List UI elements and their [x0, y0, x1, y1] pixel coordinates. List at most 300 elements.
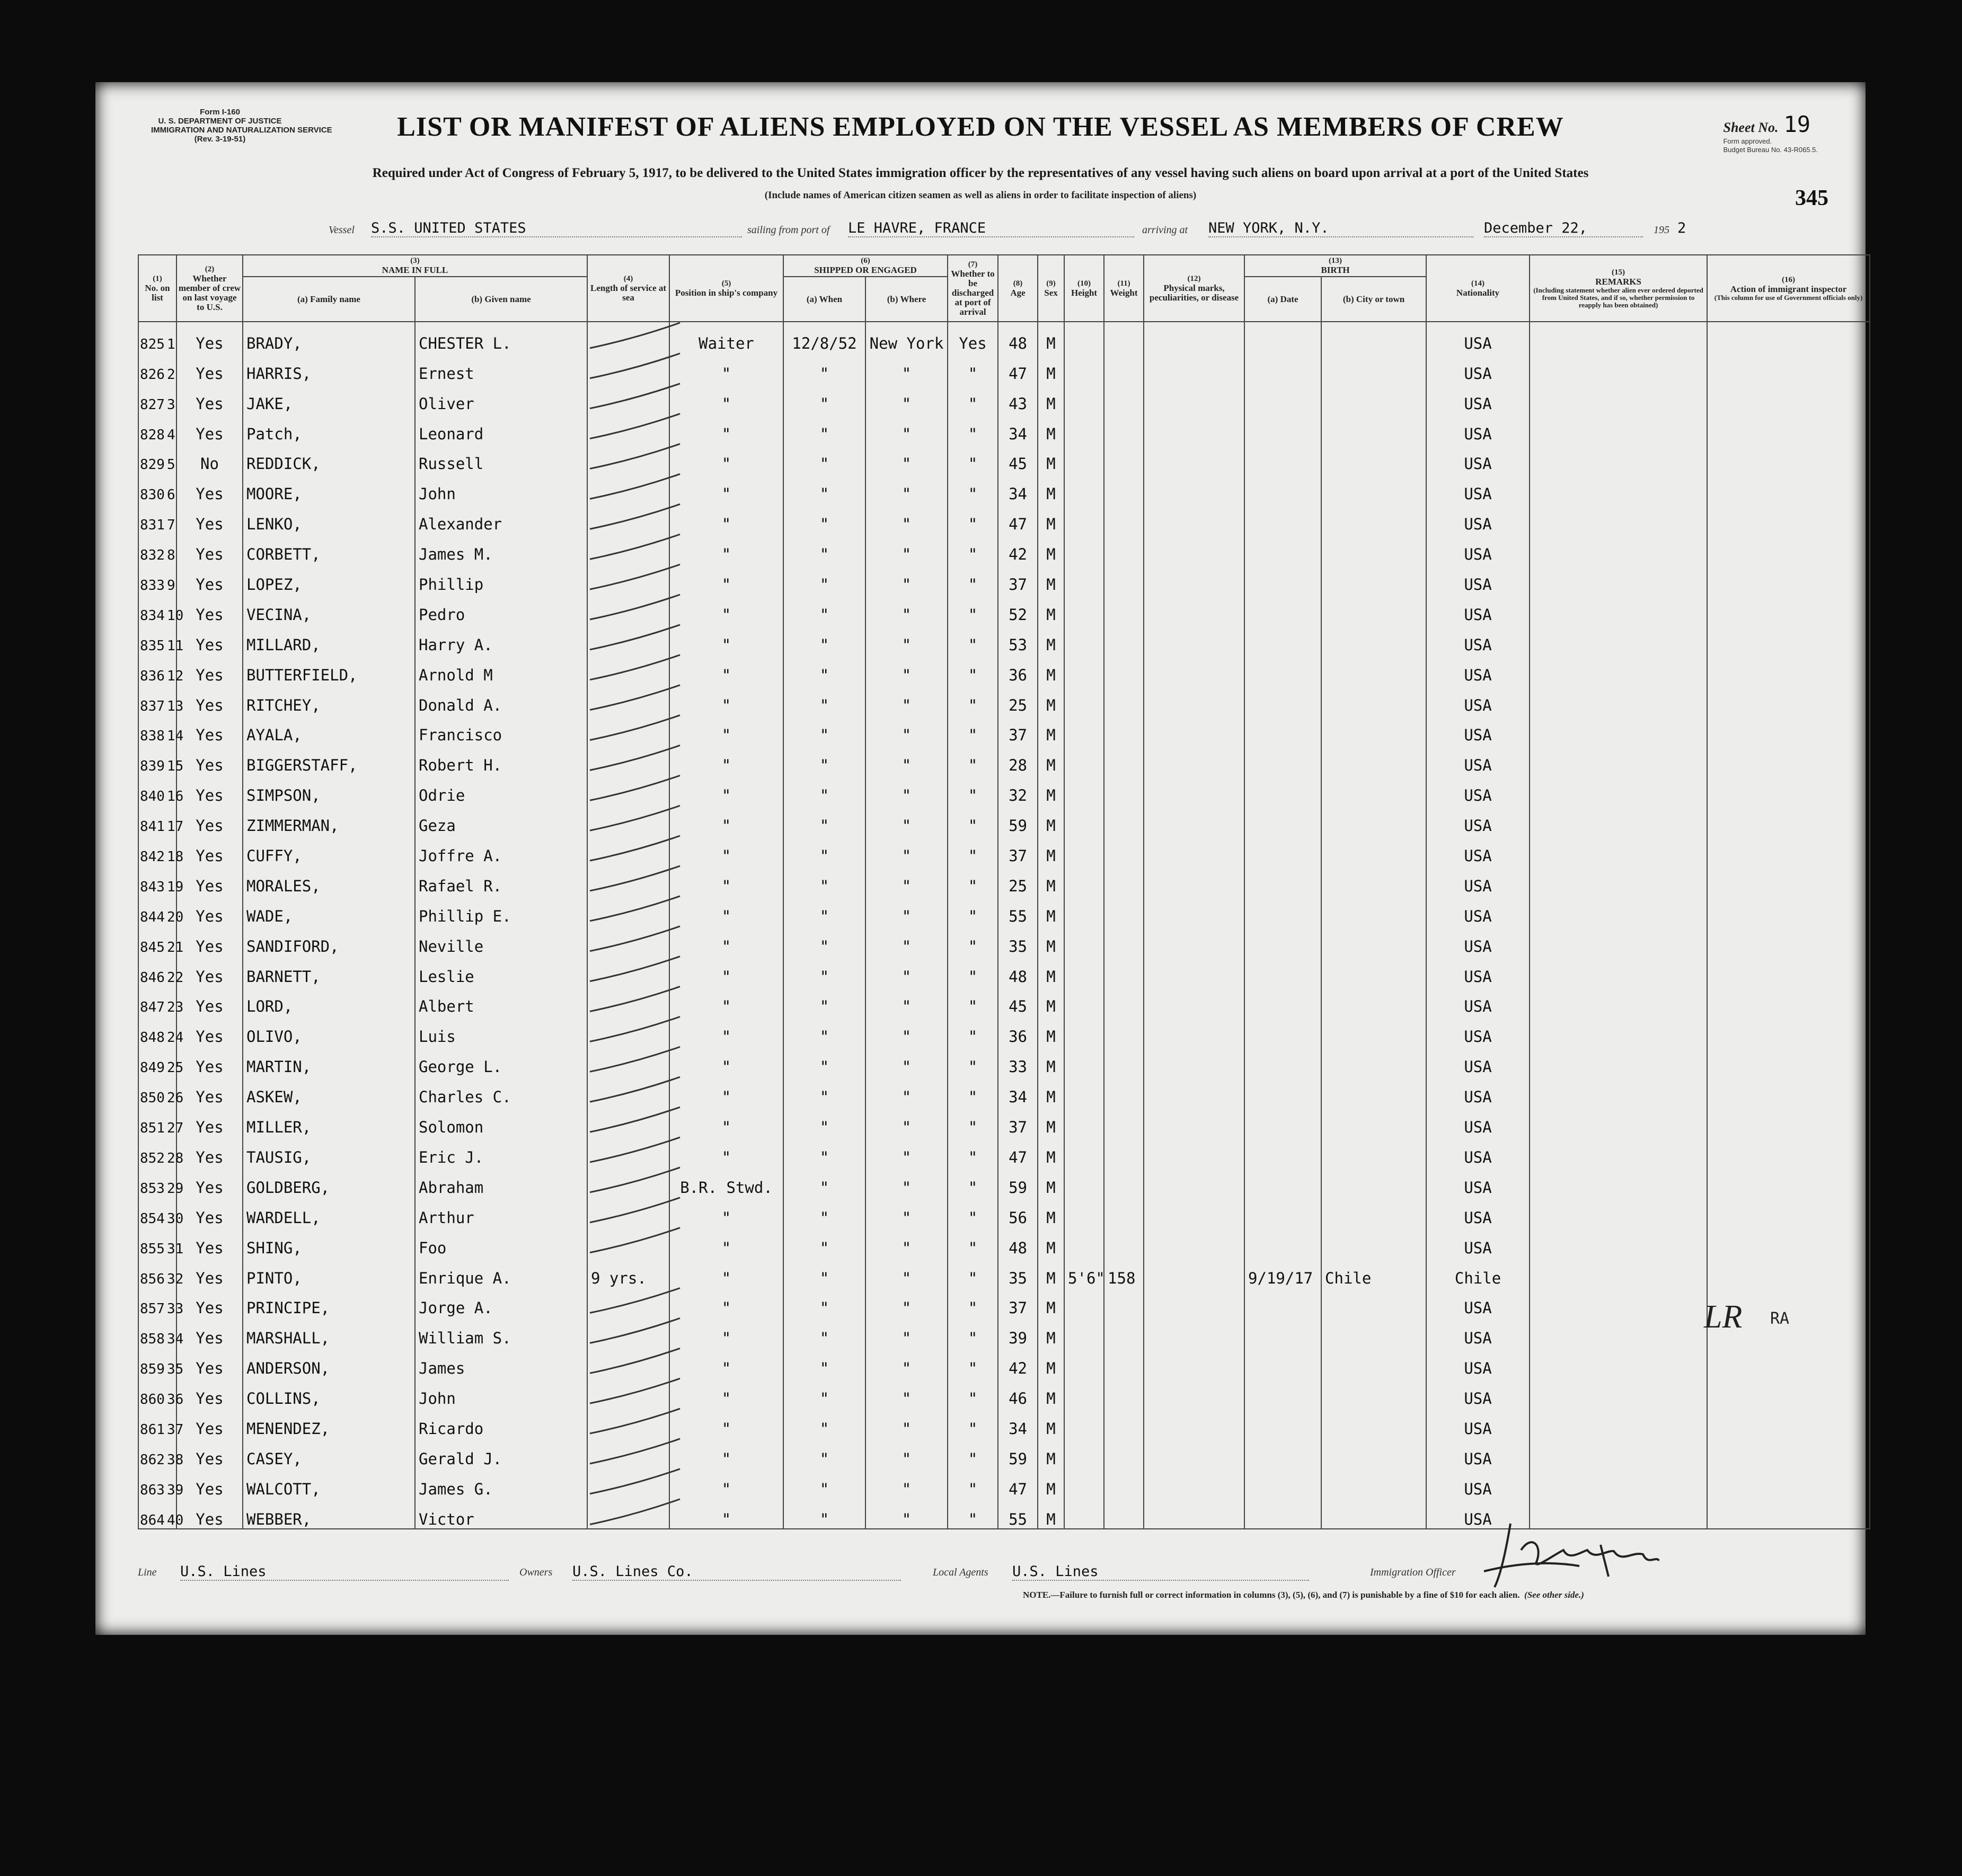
shipped-where: "	[865, 1347, 948, 1377]
discharged: "	[948, 804, 998, 835]
row-ref: 827	[140, 396, 165, 413]
given-name: Ernest	[415, 352, 587, 383]
prev-voyage: Yes	[176, 654, 243, 684]
service-strike-mark	[590, 987, 680, 1012]
age: 25	[998, 865, 1038, 895]
year-prefix: 195	[1654, 224, 1669, 236]
inspector-mark: LR	[1704, 1299, 1743, 1335]
given-name: James	[415, 1347, 587, 1377]
age: 32	[998, 774, 1038, 804]
col-birth-date-header: (a) Date	[1244, 277, 1321, 322]
family-name: MORALES,	[243, 865, 415, 895]
nationality: USA	[1426, 1136, 1530, 1166]
discharged: "	[948, 1287, 998, 1317]
shipped-when: "	[783, 1197, 865, 1227]
given-name: Victor	[415, 1498, 587, 1529]
discharged: "	[948, 1015, 998, 1046]
age: 34	[998, 473, 1038, 503]
prev-voyage: Yes	[176, 986, 243, 1016]
vessel-name: S.S. UNITED STATES	[371, 220, 742, 237]
row-no: 13	[166, 698, 184, 714]
position: "	[669, 1015, 783, 1046]
sex: M	[1038, 413, 1064, 443]
family-name: WALCOTT,	[243, 1468, 415, 1498]
service-strike-mark	[590, 926, 680, 951]
discharged: "	[948, 1227, 998, 1257]
discharged: "	[948, 774, 998, 804]
position: "	[669, 835, 783, 865]
prev-voyage: Yes	[176, 865, 243, 895]
service-strike-mark	[590, 1228, 680, 1253]
service-strike-mark	[590, 474, 680, 499]
discharged: "	[948, 684, 998, 714]
nationality: USA	[1426, 322, 1530, 352]
row-no: 19	[166, 879, 184, 895]
shipped-when: "	[783, 624, 865, 654]
shipped-when: "	[783, 1076, 865, 1106]
given-name: Geza	[415, 804, 587, 835]
nationality: USA	[1426, 835, 1530, 865]
nationality: USA	[1426, 533, 1530, 563]
form-approved: Form approved.	[1723, 137, 1772, 145]
service-column-strokes	[95, 82, 1866, 1635]
service-strike-mark	[590, 1378, 680, 1403]
service-strike-mark	[590, 745, 680, 770]
nationality: USA	[1426, 895, 1530, 925]
position: "	[669, 1438, 783, 1468]
document-note: (Include names of American citizen seamen as well as aliens in order to facilitate inspection of aliens)	[764, 190, 1197, 201]
col-marks-header: (12) Physical marks, peculiarities, or disease	[1144, 255, 1244, 322]
age: 59	[998, 1166, 1038, 1197]
shipped-where: "	[865, 1076, 948, 1106]
age: 42	[998, 533, 1038, 563]
discharged: "	[948, 383, 998, 413]
discharged: "	[948, 744, 998, 774]
age: 47	[998, 352, 1038, 383]
age: 55	[998, 1498, 1038, 1529]
discharged: "	[948, 1136, 998, 1166]
shipped-when: "	[783, 413, 865, 443]
service-strike-mark	[590, 775, 680, 800]
shipped-where: "	[865, 684, 948, 714]
position: "	[669, 925, 783, 955]
prev-voyage: Yes	[176, 1106, 243, 1136]
officer-label: Immigration Officer	[1370, 1567, 1456, 1578]
service-strike-mark	[590, 1288, 680, 1313]
prev-voyage: Yes	[176, 1468, 243, 1498]
col-given-header: (b) Given name	[415, 277, 587, 322]
position: "	[669, 624, 783, 654]
service-strike-mark	[590, 1409, 680, 1433]
shipped-when: "	[783, 804, 865, 835]
row-ref: 861	[140, 1421, 165, 1438]
nationality: USA	[1426, 1197, 1530, 1227]
row-ref: 831	[140, 517, 165, 534]
shipped-where: "	[865, 1287, 948, 1317]
age: 36	[998, 654, 1038, 684]
prev-voyage: Yes	[176, 563, 243, 594]
age: 47	[998, 503, 1038, 533]
service-strike-mark	[590, 715, 680, 740]
nationality: USA	[1426, 1227, 1530, 1257]
given-name: CHESTER L.	[415, 322, 587, 352]
nationality: USA	[1426, 1015, 1530, 1046]
nationality: USA	[1426, 1076, 1530, 1106]
service-strike-mark	[590, 1167, 680, 1192]
line-label: Line	[138, 1567, 157, 1578]
shipped-when: "	[783, 925, 865, 955]
discharged: "	[948, 1498, 998, 1529]
shipped-where: "	[865, 714, 948, 745]
position: B.R. Stwd.	[669, 1166, 783, 1197]
row-no: 18	[166, 849, 184, 865]
prev-voyage: Yes	[176, 1498, 243, 1529]
shipped-where: "	[865, 744, 948, 774]
age: 42	[998, 1347, 1038, 1377]
shipped-when: "	[783, 383, 865, 413]
prev-voyage: Yes	[176, 1287, 243, 1317]
prev-voyage: Yes	[176, 383, 243, 413]
shipped-when: "	[783, 774, 865, 804]
discharged: "	[948, 714, 998, 745]
shipped-where: "	[865, 624, 948, 654]
revision: (Rev. 3-19-51)	[194, 135, 246, 144]
shipped-where: "	[865, 503, 948, 533]
family-name: REDDICK,	[243, 443, 415, 473]
position: "	[669, 955, 783, 986]
family-name: WEBBER,	[243, 1498, 415, 1529]
nationality: USA	[1426, 503, 1530, 533]
row-ref: 835	[140, 638, 165, 654]
service-strike-mark	[590, 1077, 680, 1102]
discharged: "	[948, 533, 998, 563]
position: "	[669, 1046, 783, 1076]
discharged: "	[948, 624, 998, 654]
nationality: USA	[1426, 413, 1530, 443]
row-no: 21	[166, 939, 184, 955]
service-strike-mark	[590, 504, 680, 529]
row-ref: 845	[140, 939, 165, 955]
position: "	[669, 684, 783, 714]
given-name: James G.	[415, 1468, 587, 1498]
document-subtitle: Required under Act of Congress of February 5, 1917, to be delivered to the United States immigration officer by the representatives of any vessel having such aliens on board upon arrival at a port of the United States	[372, 166, 1589, 180]
shipped-when: "	[783, 1438, 865, 1468]
row-no: 24	[166, 1030, 184, 1046]
prev-voyage: Yes	[176, 835, 243, 865]
shipped-where: "	[865, 352, 948, 383]
prev-voyage: Yes	[176, 1015, 243, 1046]
row-no: 3	[166, 396, 175, 413]
sex: M	[1038, 352, 1064, 383]
sex: M	[1038, 503, 1064, 533]
col-birth-header: (13) BIRTH	[1244, 255, 1426, 277]
line-value: U.S. Lines	[180, 1563, 509, 1581]
sex: M	[1038, 1408, 1064, 1438]
nationality: USA	[1426, 473, 1530, 503]
row-no: 37	[166, 1421, 184, 1438]
department: U. S. DEPARTMENT OF JUSTICE	[158, 117, 282, 126]
sex: M	[1038, 1106, 1064, 1136]
col-where-header: (b) Where	[865, 277, 948, 322]
budget-bureau: Budget Bureau No. 43-R065.5.	[1723, 146, 1818, 154]
prev-voyage: Yes	[176, 1046, 243, 1076]
given-name: Abraham	[415, 1166, 587, 1197]
age: 35	[998, 925, 1038, 955]
nationality: USA	[1426, 684, 1530, 714]
service-strike-mark	[590, 866, 680, 891]
service-strike-mark	[590, 836, 680, 861]
row-ref: 832	[140, 547, 165, 564]
position: "	[669, 1287, 783, 1317]
shipped-when: "	[783, 503, 865, 533]
position: "	[669, 594, 783, 624]
sex: M	[1038, 835, 1064, 865]
shipped-when: "	[783, 986, 865, 1016]
row-ref: 854	[140, 1210, 165, 1227]
discharged: "	[948, 865, 998, 895]
age: 37	[998, 1106, 1038, 1136]
family-name: RITCHEY,	[243, 684, 415, 714]
shipped-when: "	[783, 1317, 865, 1347]
shipped-where: "	[865, 925, 948, 955]
agents-label: Local Agents	[933, 1567, 988, 1578]
sex: M	[1038, 1438, 1064, 1468]
row-ref: 858	[140, 1331, 165, 1348]
age: 47	[998, 1136, 1038, 1166]
row-ref: 830	[140, 487, 165, 503]
discharged: "	[948, 1166, 998, 1197]
row-no: 4	[166, 427, 175, 443]
discharged: "	[948, 1106, 998, 1136]
shipped-where: "	[865, 473, 948, 503]
birth-city: Chile	[1321, 1257, 1426, 1287]
age: 52	[998, 594, 1038, 624]
position: "	[669, 1498, 783, 1529]
given-name: Neville	[415, 925, 587, 955]
discharged: "	[948, 1257, 998, 1287]
col-sex-header: (9) Sex	[1038, 255, 1064, 322]
row-ref: 828	[140, 427, 165, 443]
row-ref: 838	[140, 728, 165, 745]
prev-voyage: Yes	[176, 744, 243, 774]
service-strike-mark	[590, 1318, 680, 1343]
family-name: SIMPSON,	[243, 774, 415, 804]
row-ref: 825	[140, 336, 165, 352]
given-name: Russell	[415, 443, 587, 473]
row-no: 22	[166, 969, 184, 986]
family-name: SHING,	[243, 1227, 415, 1257]
position: "	[669, 804, 783, 835]
shipped-when: "	[783, 1136, 865, 1166]
row-no: 33	[166, 1301, 184, 1317]
sex: M	[1038, 473, 1064, 503]
shipped-where: "	[865, 986, 948, 1016]
age: 37	[998, 835, 1038, 865]
col-birth-city-header: (b) City or town	[1321, 277, 1426, 322]
sex: M	[1038, 986, 1064, 1016]
sex: M	[1038, 774, 1064, 804]
row-ref: 842	[140, 849, 165, 865]
col-service-header: (4) Length of service at sea	[587, 255, 669, 322]
shipped-where: New York	[865, 322, 948, 352]
row-ref: 863	[140, 1482, 165, 1498]
service: IMMIGRATION AND NATURALIZATION SERVICE	[151, 126, 332, 135]
position: Waiter	[669, 322, 783, 352]
discharged: "	[948, 925, 998, 955]
sex: M	[1038, 383, 1064, 413]
given-name: Oliver	[415, 383, 587, 413]
shipped-where: "	[865, 413, 948, 443]
service-strike-mark	[590, 1499, 680, 1525]
weight: 158	[1104, 1257, 1144, 1287]
given-name: Luis	[415, 1015, 587, 1046]
prev-voyage: Yes	[176, 1257, 243, 1287]
nationality: USA	[1426, 443, 1530, 473]
age: 35	[998, 1257, 1038, 1287]
position: "	[669, 352, 783, 383]
discharged: "	[948, 1438, 998, 1468]
position: "	[669, 1136, 783, 1166]
prev-voyage: Yes	[176, 473, 243, 503]
family-name: MOORE,	[243, 473, 415, 503]
age: 37	[998, 1287, 1038, 1317]
position: "	[669, 986, 783, 1016]
shipped-where: "	[865, 1438, 948, 1468]
family-name: SANDIFORD,	[243, 925, 415, 955]
row-no: 28	[166, 1150, 184, 1166]
service-strike-mark	[590, 655, 680, 680]
prev-voyage: Yes	[176, 1347, 243, 1377]
shipped-when: "	[783, 1166, 865, 1197]
sex: M	[1038, 1227, 1064, 1257]
shipped-when: "	[783, 895, 865, 925]
prev-voyage: Yes	[176, 533, 243, 563]
shipped-where: "	[865, 774, 948, 804]
age: 34	[998, 413, 1038, 443]
nationality: USA	[1426, 865, 1530, 895]
family-name: AYALA,	[243, 714, 415, 745]
nationality: USA	[1426, 1317, 1530, 1347]
service-strike-mark	[590, 1137, 680, 1162]
service-strike-mark	[590, 1016, 680, 1041]
prev-voyage: No	[176, 443, 243, 473]
age: 53	[998, 624, 1038, 654]
row-ref: 843	[140, 879, 165, 895]
shipped-where: "	[865, 1197, 948, 1227]
shipped-where: "	[865, 835, 948, 865]
position: "	[669, 714, 783, 745]
col-discharge-header: (7) Whether to be discharged at port of arrival	[948, 255, 998, 322]
row-ref: 853	[140, 1180, 165, 1197]
prev-voyage: Yes	[176, 925, 243, 955]
family-name: TAUSIG,	[243, 1136, 415, 1166]
agents-value: U.S. Lines	[1012, 1563, 1309, 1581]
discharged: "	[948, 563, 998, 594]
nationality: USA	[1426, 352, 1530, 383]
prev-voyage: Yes	[176, 1197, 243, 1227]
prev-voyage: Yes	[176, 624, 243, 654]
family-name: PINTO,	[243, 1257, 415, 1287]
col-when-header: (a) When	[783, 277, 865, 322]
row-ref: 862	[140, 1452, 165, 1468]
shipped-when: "	[783, 684, 865, 714]
family-name: LORD,	[243, 986, 415, 1016]
service-strike-mark	[590, 564, 680, 589]
family-name: MILLER,	[243, 1106, 415, 1136]
family-name: VECINA,	[243, 594, 415, 624]
family-name: OLIVO,	[243, 1015, 415, 1046]
family-name: PRINCIPE,	[243, 1287, 415, 1317]
shipped-when: "	[783, 1015, 865, 1046]
age: 39	[998, 1317, 1038, 1347]
discharged: "	[948, 835, 998, 865]
prev-voyage: Yes	[176, 955, 243, 986]
discharged: "	[948, 1408, 998, 1438]
sailing-label: sailing from port of	[747, 224, 830, 236]
age: 28	[998, 744, 1038, 774]
discharged: "	[948, 473, 998, 503]
row-no: 27	[166, 1120, 184, 1137]
prev-voyage: Yes	[176, 322, 243, 352]
row-no: 11	[166, 638, 184, 654]
sex: M	[1038, 804, 1064, 835]
nationality: USA	[1426, 774, 1530, 804]
shipped-where: "	[865, 1106, 948, 1136]
row-ref: 851	[140, 1120, 165, 1137]
age: 25	[998, 684, 1038, 714]
row-no: 40	[166, 1512, 184, 1528]
shipped-when: "	[783, 594, 865, 624]
arrival-date: December 22,	[1484, 220, 1643, 237]
shipped-when: "	[783, 654, 865, 684]
age: 34	[998, 1076, 1038, 1106]
position: "	[669, 563, 783, 594]
family-name: MILLARD,	[243, 624, 415, 654]
age: 45	[998, 443, 1038, 473]
position: "	[669, 533, 783, 563]
row-ref: 826	[140, 366, 165, 383]
height: 5'6"	[1064, 1257, 1104, 1287]
age: 55	[998, 895, 1038, 925]
prev-voyage: Yes	[176, 1377, 243, 1408]
shipped-where: "	[865, 594, 948, 624]
departure-port: LE HAVRE, FRANCE	[848, 220, 1134, 237]
row-ref: 860	[140, 1392, 165, 1408]
shipped-when: "	[783, 1287, 865, 1317]
family-name: BUTTERFIELD,	[243, 654, 415, 684]
nationality: USA	[1426, 383, 1530, 413]
prev-voyage: Yes	[176, 594, 243, 624]
shipped-where: "	[865, 563, 948, 594]
row-no: 32	[166, 1271, 184, 1287]
shipped-when: "	[783, 1468, 865, 1498]
row-ref: 848	[140, 1030, 165, 1046]
shipped-where: "	[865, 1136, 948, 1166]
prev-voyage: Yes	[176, 1076, 243, 1106]
given-name: Albert	[415, 986, 587, 1016]
year-suffix: 2	[1677, 220, 1686, 236]
shipped-where: "	[865, 383, 948, 413]
row-no: 12	[166, 668, 184, 684]
row-no: 26	[166, 1090, 184, 1107]
position: "	[669, 383, 783, 413]
prev-voyage: Yes	[176, 352, 243, 383]
nationality: USA	[1426, 986, 1530, 1016]
prev-voyage: Yes	[176, 413, 243, 443]
shipped-where: "	[865, 955, 948, 986]
family-name: HARRIS,	[243, 352, 415, 383]
shipped-where: "	[865, 1498, 948, 1529]
